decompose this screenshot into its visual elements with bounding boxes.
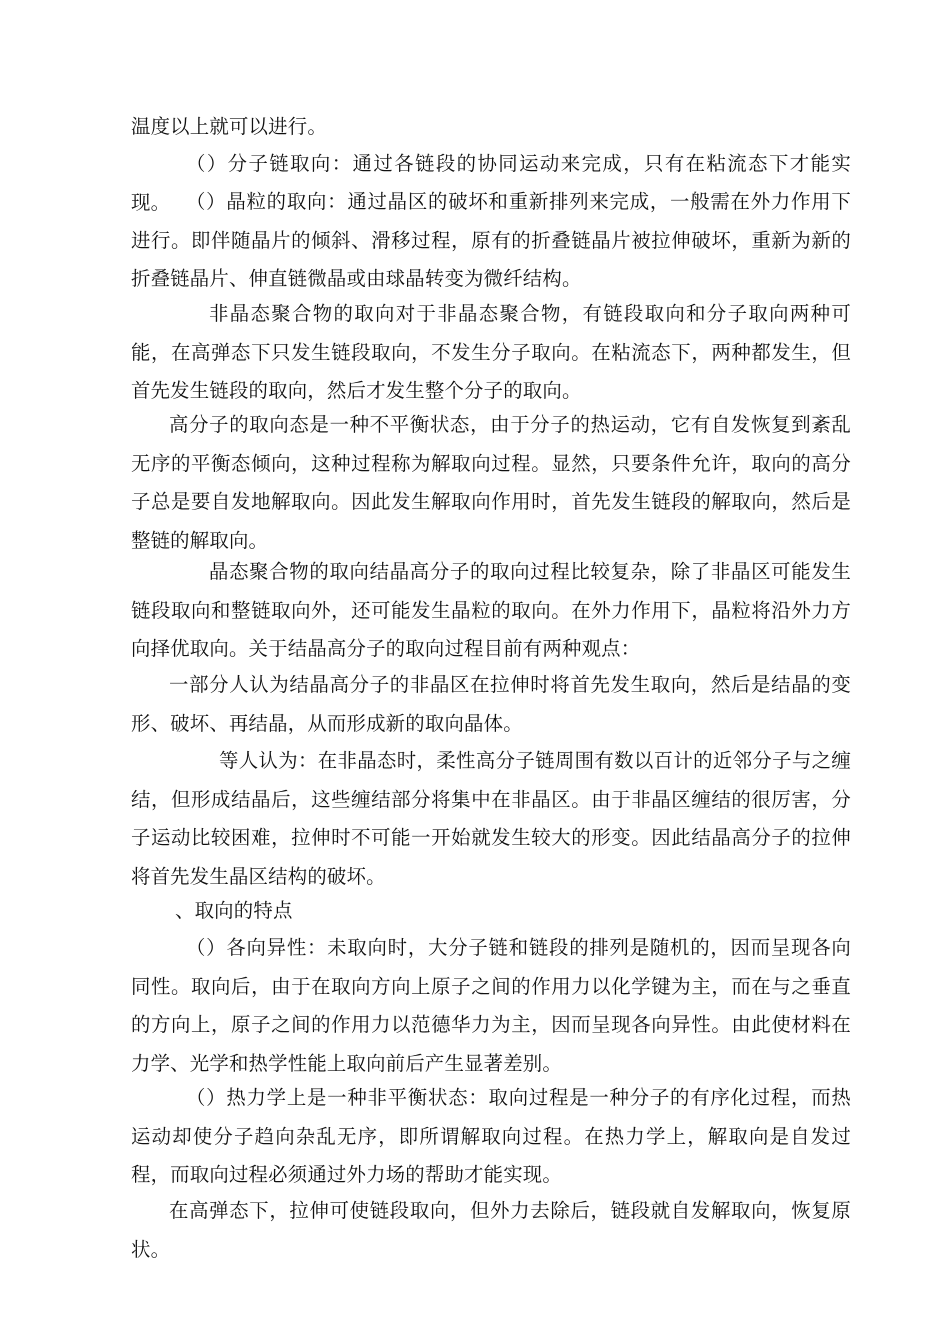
paragraph-high-elastic-state: 在高弹态下，拉伸可使链段取向，但外力去除后，链段就自发解取向，恢复原状。 (131, 1199, 851, 1261)
paragraph-nonequilibrium: （）热力学上是一种非平衡状态：取向过程是一种分子的有序化过程，而热运动却使分子趋向杂乱无序，即所谓解取向过程。在热力学上，解取向是自发过程，而取向过程必须通过外力场的帮助才能实现。 (131, 1086, 851, 1186)
paragraph-amorphous-orientation: 非晶态聚合物的取向对于非晶态聚合物，有链段取向和分子取向两种可能，在高弹态下只发生链段取向，不发生分子取向。在粘流态下，两种都发生，但首先发生链段的取向，然后才发生整个分子的取向。 (131, 302, 851, 402)
paragraph-continuation: 温度以上就可以进行。 (131, 115, 327, 138)
paragraph-disorientation: 高分子的取向态是一种不平衡状态，由于分子的热运动，它有自发恢复到紊乱无序的平衡态倾向，这种过程称为解取向过程。显然，只要条件允许，取向的高分子总是要自发地解取向。因此发生解取向作用时，首先发生链段的解取向，然后是整链的解取向。 (131, 413, 851, 552)
paragraph-crystalline-orientation: 晶态聚合物的取向结晶高分子的取向过程比较复杂，除了非晶区可能发生链段取向和整链取向外，还可能发生晶粒的取向。在外力作用下，晶粒将沿外力方向择优取向。关于结晶高分子的取向过程目前有两种观点： (131, 560, 851, 660)
paragraph-viewpoint-two: 等人认为：在非晶态时，柔性高分子链周围有数以百计的近邻分子与之缠结，但形成结晶后，这些缠结部分将集中在非晶区。由于非晶区缠结的很厉害，分子运动比较困难，拉伸时不可能一开始就发生较大的形变。因此结晶高分子的拉伸将首先发生晶区结构的破坏。 (131, 749, 851, 888)
paragraph-chain-orientation: （）分子链取向：通过各链段的协同运动来完成，只有在粘流态下才能实现。 (131, 152, 851, 214)
paragraph-grain-orientation: （）晶粒的取向：通过晶区的破坏和重新排列来完成，一般需在外力作用下进行。即伴随晶片的倾斜、滑移过程，原有的折叠链晶片被拉伸破坏，重新为新的折叠链晶片、伸直链微晶或由球晶转变为微纤结构。 (131, 190, 851, 290)
paragraph-anisotropy: （）各向异性：未取向时，大分子链和链段的排列是随机的，因而呈现各向同性。取向后，由于在取向方向上原子之间的作用力以化学键为主，而在与之垂直的方向上，原子之间的作用力以范德华力为主，因而呈现各向异性。由此使材料在力学、光学和热学性能上取向前后产生显著差别。 (131, 936, 851, 1075)
paragraph-viewpoint-one: 一部分人认为结晶高分子的非晶区在拉伸时将首先发生取向，然后是结晶的变形、破坏、再结晶，从而形成新的取向晶体。 (131, 673, 851, 735)
section-heading: 、取向的特点 (175, 899, 293, 922)
